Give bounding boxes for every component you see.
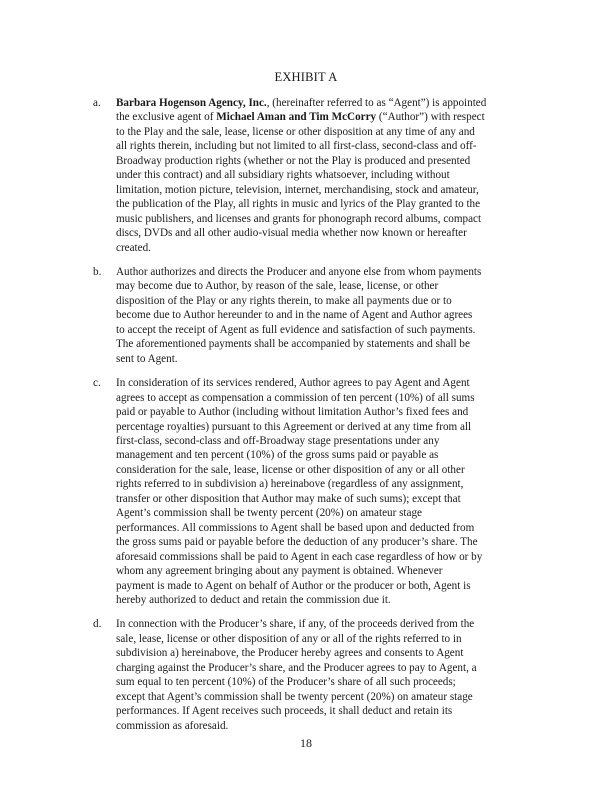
text-run: to accept the receipt of Agent as full evidence and satisfaction of such payments. <box>116 323 476 336</box>
exhibit-body <box>93 96 533 743</box>
text-run: discs, DVDs and all other audio-visual media whether now known or hereafter <box>116 227 467 240</box>
text-run: aforesaid commissions shall be paid to Agent in each case regardless of how or by <box>116 550 483 563</box>
paragraph-marker: c. <box>93 377 101 390</box>
text-run: rights referred to in subdivision a) hereinabove (regardless of any assignment, <box>116 478 464 491</box>
text-run: whom any agreement bringing about any payment is obtained. Whenever <box>116 565 443 578</box>
text-run: except that Agent’s commission shall be twenty percent (20%) on amateur stage <box>116 690 473 703</box>
text-run: management and ten percent (10%) of the gross sums paid or payable as <box>116 449 439 462</box>
text-run: may become due to Author, by reason of the sale, lease, license, or other <box>116 280 439 293</box>
text-run: hereby authorized to deduct and retain the commission due it. <box>116 593 391 606</box>
text-run: the publication of the Play, all rights in music and lyrics of the Play granted to the <box>116 198 481 211</box>
text-run: agrees to accept as compensation a commission of ten percent (10%) of all sums <box>116 391 475 404</box>
text-run: the exclusive agent of <box>116 111 217 124</box>
text-run: performances. All commissions to Agent shall be based upon and deducted from <box>116 521 475 534</box>
text-run: paid or payable to Author (including without limitation Author’s fixed fees and <box>116 406 469 419</box>
text-run: In consideration of its services rendered, Author agrees to pay Agent and Agent <box>116 377 470 390</box>
paragraph-marker: d. <box>93 618 102 631</box>
text-run: performances. If Agent receives such proceeds, it shall deduct and retain its <box>116 705 453 718</box>
text-run: Broadway production rights (whether or not the Play is produced and presented <box>116 154 471 167</box>
bold-party-name: Michael Aman and Tim McCorry <box>216 111 377 124</box>
text-run: Author authorizes and directs the Producer and anyone else from whom payments <box>116 265 482 278</box>
paragraph-text <box>116 617 533 733</box>
text-run: the gross sums paid or payable before the deduction of any producer’s share. The <box>116 536 478 549</box>
text-run: music publishers, and licenses and grants for phonograph record albums, compact <box>116 212 482 225</box>
text-run: to the Play and the sale, lease, license or other disposition at any time of any and <box>116 125 475 138</box>
paragraph-text <box>116 376 533 607</box>
page-number: 18 <box>300 736 312 750</box>
text-run: In connection with the Producer’s share, if any, of the proceeds derived from the <box>116 618 475 631</box>
text-run: charging against the Producer’s share, and the Producer agrees to pay to Agent, a <box>116 661 477 674</box>
text-run: transfer or other disposition that Author may make of such sums); except that <box>116 492 461 505</box>
paragraph-marker: a. <box>93 97 101 109</box>
paragraph-a <box>93 96 533 255</box>
text-run: limitation, motion picture, television, internet, merchandising, stock and amateur, <box>116 183 479 196</box>
text-run: commission as aforesaid. <box>116 719 229 732</box>
paragraph-c <box>93 376 533 607</box>
text-run: sent to Agent. <box>116 352 178 365</box>
text-run: consideration for the sale, lease, license or other disposition of any or all other <box>116 463 465 476</box>
text-run: sum equal to ten percent (10%) of the Producer’s share of all such proceeds; <box>116 676 456 689</box>
text-run: created. <box>116 241 151 254</box>
text-run: The aforementioned payments shall be accompanied by statements and shall be <box>116 338 470 351</box>
text-run: sale, lease, license or other disposition of any or all of the rights referred to in <box>116 632 462 645</box>
text-run: become due to Author hereunder to and in the name of Agent and Author agrees <box>116 309 473 322</box>
text-run: subdivision a) hereinabove, the Producer hereby agrees and consents to Agent <box>116 647 464 660</box>
paragraph-text <box>116 96 533 255</box>
paragraph-d <box>93 617 533 733</box>
bold-party-name: Barbara Hogenson Agency, Inc. <box>116 97 267 109</box>
text-run: (“Author”) with respect <box>376 111 485 124</box>
text-run: payment is made to Agent on behalf of Author or the producer or both, Agent is <box>116 579 471 592</box>
paragraph-b <box>93 265 533 366</box>
text-run: under this contract) and all subsidiary rights whatsoever, including without <box>116 169 450 182</box>
paragraph-marker: b. <box>93 265 102 278</box>
paragraph-text <box>116 265 533 366</box>
text-run: first-class, second-class and off-Broadway stage presentations under any <box>116 434 440 447</box>
text-run: all rights therein, including but not limited to all first-class, second-class and off- <box>116 140 477 153</box>
text-run: , (hereinafter referred to as “Agent”) is appointed <box>266 97 487 109</box>
text-run: percentage royalties) pursuant to this Agreement or derived at any time from all <box>116 420 472 433</box>
text-run: disposition of the Play or any rights therein, to make all payments due or to <box>116 294 452 307</box>
text-run: Agent’s commission shall be twenty percent (20%) on amateur stage <box>116 507 422 520</box>
exhibit-title: EXHIBIT A <box>274 70 338 84</box>
